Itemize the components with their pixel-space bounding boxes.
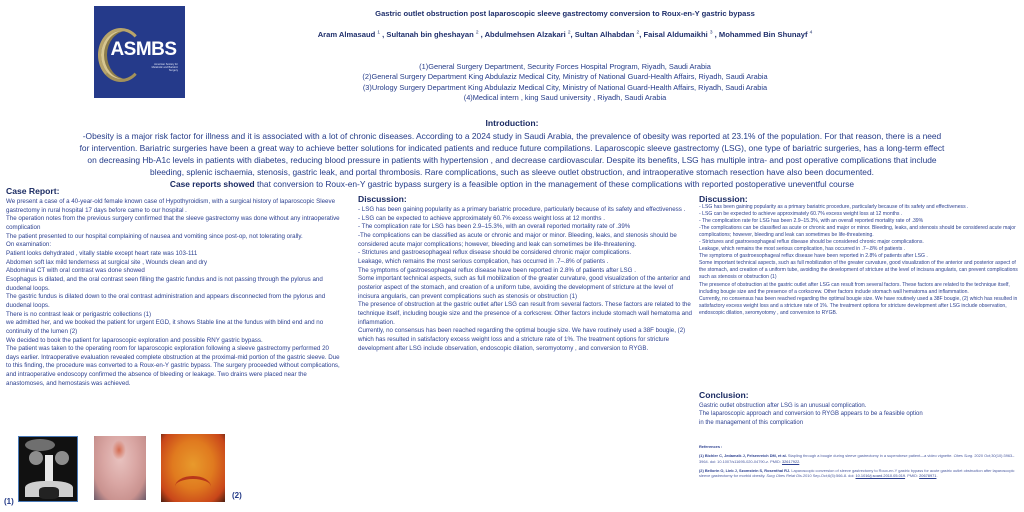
discussion-paragraph: - The complication rate for LSG has been 2.9–15.3%, with an overall reported mortality rate of .39% — [358, 223, 631, 231]
discussion-paragraph: Leakage, which remains the most serious complication, has occurred in .7–.8% of patients . — [699, 246, 906, 253]
discussion-paragraph: The symptoms of gastroesophageal reflux disease have been reported in 2.8% of patients after LSG . — [699, 253, 928, 260]
introduction-text — [0, 130, 1024, 190]
case-paragraph: On examination: — [6, 241, 52, 249]
figure-label-1: (1) — [4, 497, 14, 506]
author-list — [200, 30, 930, 39]
logo-text: ASMBS — [110, 39, 177, 60]
case-paragraph: The patient was taken to the operating room for laparoscopic exploration following a sleeve gastrectomy performed 20 days earlier. Intraoperative evaluation revealed complete obstruction at the proximal-mid portion of the gastric sleeve. Due to this finding, the procedure was converted to a Roux-en-Y gastric bypass. The surgery proceeded without complications, and intraoperative endoscopy confirmed the absence of bleeding or leakage. Two drains were placed near the anastomoses, and hemostasis was achieved. — [6, 345, 340, 387]
case-report-text — [6, 198, 342, 388]
case-paragraph: We decided to book the patient for laparoscopic exploration and possible RNY gastric bypass. — [6, 336, 263, 344]
case-report-heading: Case Report: — [6, 186, 60, 196]
endoscopy-image-1 — [94, 436, 146, 500]
intro-line: Case reports showed that conversion to Roux-en-Y gastric bypass surgery is a feasible option in the management of these complications with reported postoperative uneventful course — [169, 179, 855, 189]
case-paragraph: Abdomen soft lax mild tenderness at surgical site , Wounds clean and dry — [6, 258, 208, 266]
discussion-paragraph: - Strictures and gastroesophageal reflux disease should be considered chronic major complications. — [699, 239, 924, 246]
affiliation: (1)General Surgery Department, Security Forces Hospital Program, Riyadh, Saudi Arabia — [419, 62, 711, 71]
conclusion-heading: Conclusion: — [699, 390, 749, 400]
conclusion-line: in the management of this complication — [699, 419, 804, 426]
affiliation: (4)Medical intern , king Saud university , Riyadh, Saudi Arabia — [463, 92, 667, 102]
intro-line: for intervention. Bariatric surgeries have been a great way to achieve better solutions for indicated patients and reduce future compilations. Laparoscopic sleeve gastrectomy (LSG), one type of bariatric surgeries, has a long-term effect — [79, 143, 945, 153]
references-heading: References : — [699, 444, 723, 449]
author: Abdulmehsen Alzakari $^2$, — [484, 30, 575, 39]
discussion-paragraph: - LSG can be expected to achieve approximately 60.7% excess weight loss at 12 months . — [699, 211, 903, 218]
case-paragraph: We present a case of a 40-year-old female known case of Hypothyroidism, with a surgical history of laparoscopic Sleeve gastrectomy in rural hospital 17 days before came to our hospital . — [6, 198, 336, 214]
discussion-paragraph: Currently, no consensus has been reached regarding the optimal bougie size. We have routinely used a 38F bougie, (2) which has resulted in satisfactory excess weight loss and a stricture rate of 1%. The treatment options for stricture development after LSG include observation, endoscopic dilation, seromyotomy , and conversion to RYGB. — [699, 295, 1018, 316]
pmid-link[interactable]: 20678971 — [919, 473, 937, 479]
case-paragraph: The gastric fundus is dilated down to the oral contrast administration and appears disconnected from the pylorus and duodenal loops. — [6, 293, 326, 309]
figure-label-2: (2) — [232, 491, 242, 500]
intro-line: on decreasing Hb-A1c levels in patients with diabetes, reducing blood pressure in patients with hypertension , and decrease cardiovascular. Despite its benefits, LSG has multiple intra- and post operative complications that include — [87, 155, 937, 165]
case-paragraph: we admitted her, and we booked the patient for urgent EGD, it shows Stable line at the fundus with blind end and no continuity of the lumen (2) — [6, 319, 324, 335]
discussion-paragraph: -The complications can be classified as acute or chronic and major or minor. Bleeding, leaks, and stenosis should be considered acute major complications; however, bleeding and leak can sometimes be life-threatening. — [699, 225, 1016, 239]
case-paragraph: Patient looks dehydrated , vitally stable except heart rate was 103-111 — [6, 249, 198, 257]
conclusion-text — [699, 402, 1024, 427]
conclusion-line: The laparoscopic approach and conversion to RYGB appears to be a feasible option — [699, 411, 923, 418]
conclusion-line: Gastric outlet obstruction after LSG is an unusual complication. — [699, 403, 867, 409]
discussion-paragraph: The presence of obstruction at the gastric outlet after LSG can result from several factors. These factors are related to the technique itself, including bougie size and the presence of a corkscrew. Other factors include stomach wall hematoma and inflammation. — [358, 301, 692, 326]
case-paragraph: The patient presented to our hospital complaining of nausea and vomiting since post-op, not tolerating orally. — [6, 232, 303, 240]
author: Faisal Aldumaikhi $^3$ , — [643, 30, 719, 39]
discussion-paragraph: - LSG has been gaining popularity as a primary bariatric procedure, particularly because of its safety and effectiveness . — [699, 204, 969, 210]
endoscopy-image-2 — [161, 434, 225, 502]
reference-item: (1) Bichler C, Jedamzik J, Felsenreich DM, et al. Stapling through a bougie during sleeve gastrectomy in a superobese patient—a video vignette. Obes Surg. 2020 Oct;30(10):3963–3964. doi: 10.1007/s11695-020-04790-z. PMID: 32617922. — [699, 453, 1015, 464]
affiliations — [200, 62, 930, 103]
affiliation: (2)General Surgery Department King Abdulaziz Medical City, Ministry of National Guard-Health Affairs, Riyadh, Saudi Arabia — [362, 72, 768, 82]
discussion-paragraph: Some important technical aspects, such as full mobilization of the greater curvature, good visualization of the anterior and posterior aspect of the stomach, and creation of a uniform tube, avoiding the development of stricture at the level of incisura angularis, can prevent complications such as stenosis or obstruction (1) — [699, 260, 1018, 281]
author: Sultanah bin gheshayan $^2$ , — [386, 30, 485, 39]
doi-link[interactable]: 10.1016/j.soard.2010.05.019 — [855, 473, 906, 479]
discussion-text — [358, 206, 692, 353]
references — [699, 444, 1019, 482]
discussion-paragraph: - LSG can be expected to achieve approximately 60.7% excess weight loss at 12 months . — [358, 214, 605, 222]
poster-title: Gastric outlet obstruction post laparoscopic sleeve gastrectomy conversion to Roux-en-Y gastric bypass — [375, 9, 755, 18]
discussion-paragraph: Some important technical aspects, such as full mobilization of the greater curvature, good visualization of the anterior and posterior aspect of the stomach, and creation of a uniform tube, avoiding the development of stricture at the level of incisura angularis, can prevent complications such as stenosis or obstruction (1) — [358, 275, 691, 300]
reference-item: (2) Bellorin O, Lieb J, Szomstein S, Rosenthal RJ. Laparoscopic conversion of sleeve gastrectomy to Roux-en-Y gastric bypass for acute gastric outlet obstruction after laparoscopic sleeve gastrectomy for morbid obesity. Surg Obes Relat Dis.2010 Sep-Oct;6(5):566-8. doi: 10.1016/j.soard.2010.05.019. PMID: 20678971. — [699, 467, 1015, 479]
author: Mohammed Bin Shunayf $^4$ — [718, 30, 813, 39]
discussion-paragraph: Leakage, which remains the most serious complication, has occurred in .7–.8% of patients . — [358, 257, 609, 265]
discussion-paragraph: The presence of obstruction at the gastric outlet after LSG can result from several factors. These factors are related to the technique itself, including bougie size and the presence of a corkscrew. Other factors include stomach wall hematoma and inflammation. — [699, 281, 1010, 295]
case-paragraph: The operation notes from the previous surgery confirmed that the sleeve gastrectomy was done without any intraoperative complication — [6, 215, 340, 231]
intro-line: -Obesity is a major risk factor for illness and it is associated with a lot of chronic diseases. According to a 2024 study in Saudi Arabia, the prevalence of obesity was reported at 23.1% of the population. For that reason, there is a need — [82, 131, 942, 141]
discussion-paragraph: Currently, no consensus has been reached regarding the optimal bougie size. We have routinely used a 38F bougie, (2) which has resulted in satisfactory excess weight loss and a stricture rate of 1%. The treatment options for stricture development after LSG include observation, endoscopic dilation, seromyotomy , and conversion to RYGB. — [358, 327, 686, 352]
discussion-heading: Discussion: — [358, 194, 407, 204]
asmbs-logo — [94, 6, 185, 98]
discussion-paragraph: -The complications can be classified as acute or chronic and major or minor. Bleeding, leaks, and stenosis should be considered acute major complications; however, bleeding and leak can sometimes be life-threatening. — [358, 231, 677, 248]
discussion-paragraph: - LSG has been gaining popularity as a primary bariatric procedure, particularly because of its safety and effectiveness . — [358, 206, 686, 213]
case-paragraph: Esophagus is dilated, and the oral contrast seen filling the gastric fundus and is not passing through the pylorus and duodenal loops. — [6, 275, 323, 292]
discussion-paragraph: - Strictures and gastroesophageal reflux disease should be considered chronic major complications. — [358, 249, 632, 257]
pmid-link[interactable]: 32617922 — [781, 458, 800, 464]
ct-scan-image — [18, 436, 78, 502]
discussion-paragraph: - The complication rate for LSG has been 2.9–15.3%, with an overall reported mortality rate of .39% — [699, 218, 924, 225]
discussion-heading-2: Discussion: — [699, 194, 748, 204]
case-paragraph: Abdominal CT with oral contrast was done showed — [6, 267, 145, 275]
discussion-paragraph: The symptoms of gastroesophageal reflux disease have been reported in 2.8% of patients after LSG . — [358, 266, 636, 274]
intro-line: bleeding, splenic ischaemia, stenosis, gastric leak, and portal thrombosis. Rare complications, such as sleeve outlet obstruction, and intraoperative stomach resection have also been documented. — [150, 167, 874, 177]
author: Aram Almasaud $^1$ , — [317, 30, 387, 39]
affiliation: (3)Urology Surgery Department King Abdulaziz Medical City, Ministry of National Guard-Health Affairs, Riyadh, Saudi Arabia — [362, 82, 768, 92]
discussion-text-2 — [699, 204, 1024, 317]
introduction-heading: Introduction: — [485, 118, 539, 128]
logo-tagline: American Society for Metabolic and Bariatric Surgery — [151, 63, 178, 72]
case-paragraph: There is no contrast leak or perigastric collections (1) — [6, 310, 152, 318]
author: Sultan Alhabdan $^2$, — [574, 30, 644, 39]
